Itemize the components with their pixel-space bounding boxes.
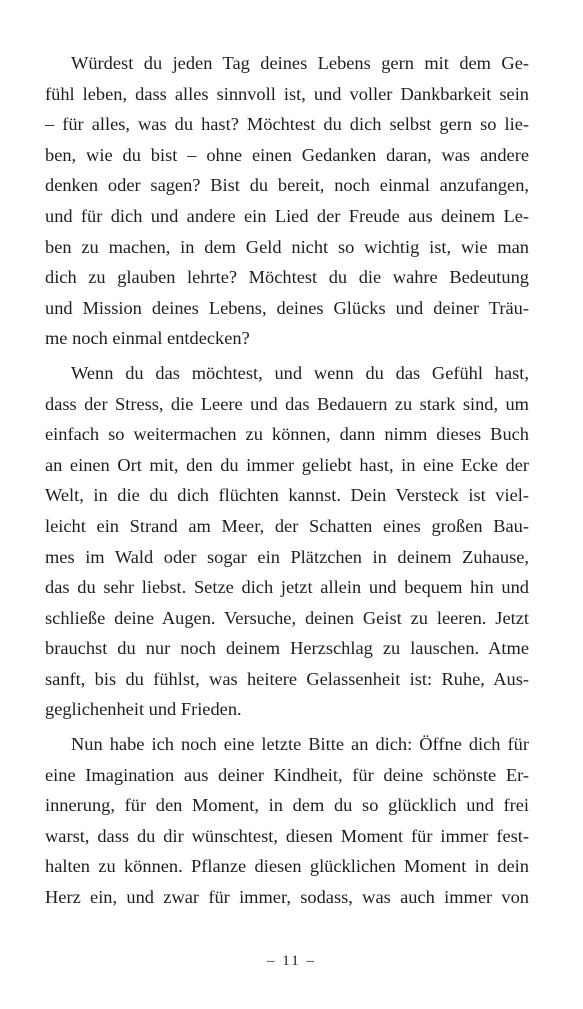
text-line: me noch einmal entdecken? <box>45 328 250 349</box>
text-line: sanft, bis du fühlst, was heitere Gelassenheit ist: Ruhe, Aus- <box>45 668 529 689</box>
text-line: Wenn du das möchtest, und wenn du das Gefühl hast, <box>71 362 529 383</box>
text-line: Herz ein, und zwar für immer, sodass, was auch immer von <box>45 887 529 908</box>
text-line: mes im Wald oder sogar ein Plätzchen in deinem Zuhause, <box>45 546 529 567</box>
text-line: Würdest du jeden Tag deines Lebens gern mit dem Ge- <box>71 53 529 73</box>
text-line: denken oder sagen? Bist du bereit, noch einmal anzufangen, <box>45 175 529 196</box>
text-line: innerung, für den Moment, in dem du so glücklich und frei <box>45 795 529 816</box>
book-page-text <box>45 48 529 913</box>
text-line: und für dich und andere ein Lied der Freude aus deinem Le- <box>45 205 529 226</box>
paragraph-2 <box>45 358 529 725</box>
paragraph-3 <box>45 729 529 913</box>
text-line: eine Imagination aus deiner Kindheit, für deine schönste Er- <box>45 764 529 785</box>
paragraph-1 <box>45 48 529 354</box>
text-line: und Mission deines Lebens, deines Glücks und deiner Träu- <box>45 297 529 318</box>
text-line: geglichenheit und Frieden. <box>45 699 242 720</box>
text-line: brauchst du nur noch deinem Herzschlag zu lauschen. Atme <box>45 638 529 659</box>
text-line: halten zu können. Pflanze diesen glücklichen Moment in dein <box>45 856 529 877</box>
text-line: fühl leben, dass alles sinnvoll ist, und voller Dankbarkeit sein <box>45 83 529 104</box>
text-line: ben zu machen, in dem Geld nicht so wichtig ist, wie man <box>45 236 529 257</box>
text-line: leicht ein Strand am Meer, der Schatten eines großen Bau- <box>45 515 529 536</box>
text-line: – für alles, was du hast? Möchtest du dich selbst gern so lie- <box>45 114 529 135</box>
text-line: einfach so weitermachen zu können, dann nimm dieses Buch <box>45 424 529 445</box>
text-line: an einen Ort mit, den du immer geliebt hast, in eine Ecke der <box>45 454 529 475</box>
text-line: Nun habe ich noch eine letzte Bitte an dich: Öffne dich für <box>71 734 529 755</box>
text-line: das du sehr liebst. Setze dich jetzt allein und bequem hin und <box>45 577 529 598</box>
text-line: ben, wie du bist – ohne einen Gedanken daran, was andere <box>45 144 529 165</box>
text-line: dich zu glauben lehrte? Möchtest du die wahre Bedeutung <box>45 267 529 288</box>
page-number: – 11 – <box>267 953 316 969</box>
text-line: Welt, in die du dich flüchten kannst. Dein Versteck ist viel- <box>45 485 529 506</box>
text-line: schließe deine Augen. Versuche, deinen Geist zu leeren. Jetzt <box>45 607 529 628</box>
text-line: dass der Stress, die Leere und das Bedauern zu stark sind, um <box>45 393 529 414</box>
text-line: warst, dass du dir wünschtest, diesen Moment für immer fest- <box>45 825 529 846</box>
